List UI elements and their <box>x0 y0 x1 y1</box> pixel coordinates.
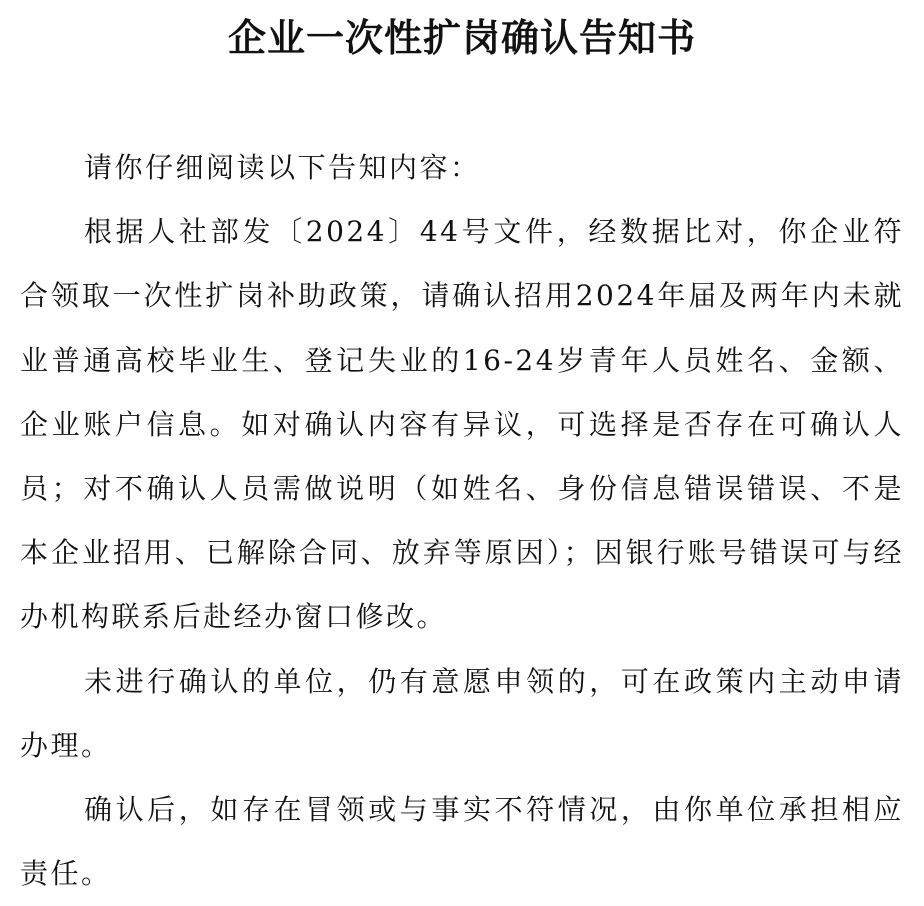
policy-paragraph: 根据人社部发〔2024〕44号文件，经数据比对，你企业符合领取一次性扩岗补助政策，请确认招用2024年届及两年内未就业普通高校毕业生、登记失业的16-24岁青年人员姓名、金额、企业账户信息。如对确认内容有异议，可选择是否存在可确认人员；对不确认人员需做说明（如姓名、身份信息错误错误、不是本企业招用、已解除合同、放弃等原因）；因银行账号错误可与经办机构联系后赴经办窗口修改。 <box>20 215 904 634</box>
responsibility-paragraph: 确认后，如存在冒领或与事实不符情况，由你单位承担相应责任。 <box>20 793 904 891</box>
document-title: 企业一次性扩岗确认告知书 <box>227 16 696 60</box>
intro-paragraph: 请你仔细阅读以下告知内容： <box>84 151 481 184</box>
unconfirmed-paragraph: 未进行确认的单位，仍有意愿申领的，可在政策内主动申请办理。 <box>20 664 904 762</box>
document-body <box>20 136 904 906</box>
